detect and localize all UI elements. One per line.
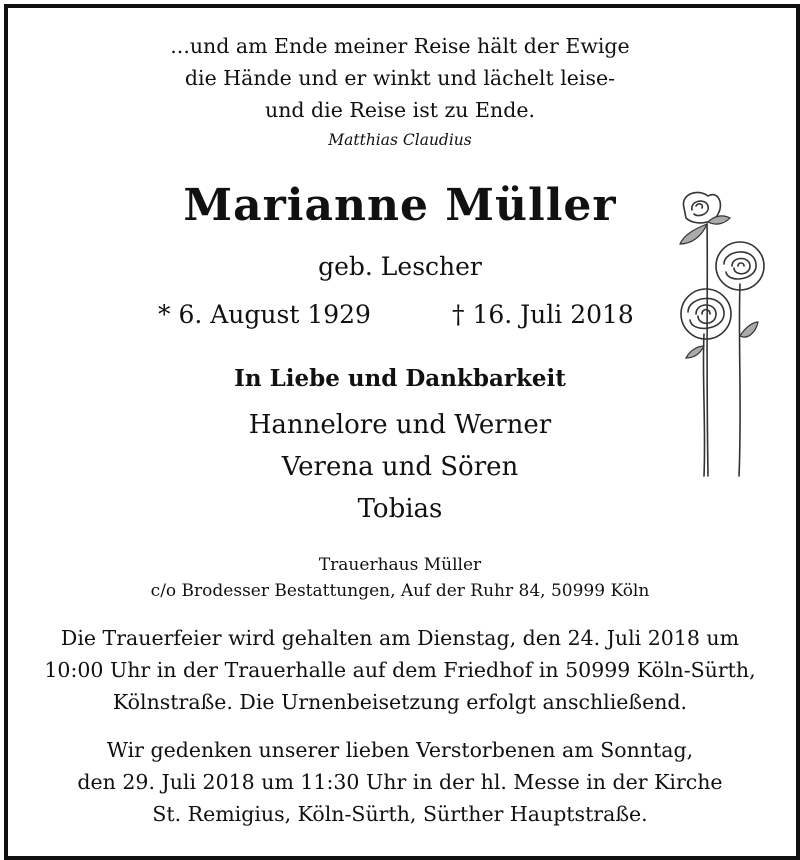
rose-middle: [716, 242, 764, 290]
mourner-name: Hannelore und Werner: [248, 410, 552, 440]
mourners-heading: In Liebe und Dankbarkeit: [234, 365, 566, 392]
leaf: [740, 322, 758, 337]
mass-line: St. Remigius, Köln-Sürth, Sürther Hauptstraße.: [152, 802, 648, 826]
poem-line: und die Reise ist zu Ende.: [265, 98, 535, 122]
poem-author: Matthias Claudius: [328, 131, 472, 149]
leaf: [680, 224, 707, 244]
poem-line: ...und am Ende meiner Reise hält der Ewige: [170, 34, 630, 58]
mass-line: Wir gedenken unserer lieben Verstorbenen am Sonntag,: [106, 738, 694, 762]
mourner-name: Tobias: [357, 494, 443, 524]
mass-line: den 29. Juli 2018 um 11:30 Uhr in der hl. Messe in der Kirche: [77, 770, 723, 794]
leaf: [708, 216, 730, 224]
roses-illustration: [662, 186, 772, 486]
funeral-line: Die Trauerfeier wird gehalten am Dienstag, den 24. Juli 2018 um: [60, 626, 740, 650]
funeral-line: 10:00 Uhr in der Trauerhalle auf dem Friedhof in 50999 Köln-Sürth,: [44, 658, 756, 682]
deceased-name: Marianne Müller: [183, 180, 617, 231]
funeral-line: Kölnstraße. Die Urnenbeisetzung erfolgt anschließend.: [112, 690, 688, 714]
leaf: [686, 346, 704, 358]
address-line: c/o Brodesser Bestattungen, Auf der Ruhr 84, 50999 Köln: [150, 581, 650, 601]
death-date: † 16. Juli 2018: [452, 300, 634, 329]
maiden-name: geb. Lescher: [318, 252, 482, 281]
address-line: Trauerhaus Müller: [318, 555, 482, 575]
birth-date: * 6. August 1929: [158, 300, 371, 329]
mourner-name: Verena und Sören: [281, 452, 519, 482]
rose-lower: [681, 289, 731, 339]
poem-line: die Hände und er winkt und lächelt leise-: [184, 66, 616, 90]
